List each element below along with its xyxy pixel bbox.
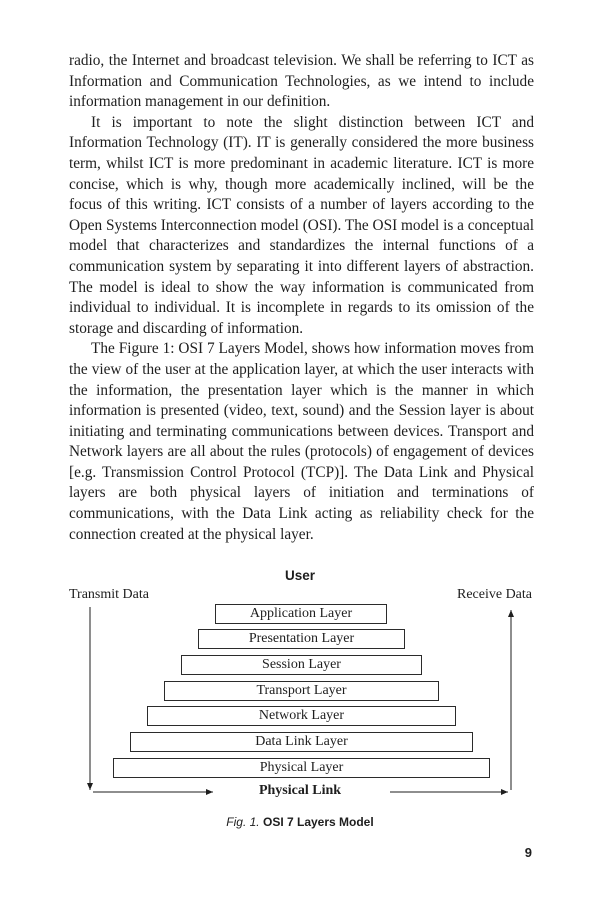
layer-session: Session Layer bbox=[181, 655, 422, 675]
layer-data-link: Data Link Layer bbox=[130, 732, 473, 752]
layer-application: Application Layer bbox=[215, 604, 387, 624]
physical-link-label: Physical Link bbox=[258, 783, 342, 798]
caption-prefix: Fig. 1. bbox=[226, 815, 260, 829]
receive-data-label: Receive Data bbox=[456, 587, 532, 602]
layer-network: Network Layer bbox=[147, 706, 456, 726]
layer-physical: Physical Layer bbox=[113, 758, 490, 778]
paragraph-1: radio, the Internet and broadcast television. We shall be referring to ICT as Information and Communication Technologies, as we intend to include information management in our definition. bbox=[69, 52, 534, 111]
paragraph-2: It is important to note the slight distinction between ICT and Information Technology (IT). IT is generally considered the more business term, whilst ICT is more predominant in academic literature. ICT is more concise, which is why, though more academically inclined, will be the focus of this writing. ICT consists of a number of layers according to the Open Systems Interconnection model (OSI). The OSI model is a conceptual model that characterizes and standardizes the internal functions of a communication system by separating it into different layers of abstraction. The model is ideal to show the way information is communicated from individual to individual. It is incomplete in regards to its omission of the storage and discarding of information. bbox=[69, 113, 534, 337]
paragraph-3: The Figure 1: OSI 7 Layers Model, shows how information moves from the view of the user at the application layer, at which the user interacts with the information, the presentation layer which is the manner in which information is presented (video, text, sound) and the Session layer is about initiating and terminating communications between devices. Transport and Network layers are all about the rules (protocols) of engagement of devices [e.g. Transmission Control Protocol (TCP)]. The Data Link and Physical layers are both physical layers of initiation and terminations of communications, with the Data Link acting as reliability check for the connection created at the physical layer. bbox=[69, 340, 534, 543]
figure-caption bbox=[0, 815, 600, 829]
page-number: 9 bbox=[524, 845, 532, 860]
transmit-data-label: Transmit Data bbox=[69, 587, 149, 602]
layer-presentation: Presentation Layer bbox=[198, 629, 405, 649]
layer-transport: Transport Layer bbox=[164, 681, 439, 701]
caption-title: OSI 7 Layers Model bbox=[262, 815, 374, 829]
user-label: User bbox=[284, 568, 316, 583]
